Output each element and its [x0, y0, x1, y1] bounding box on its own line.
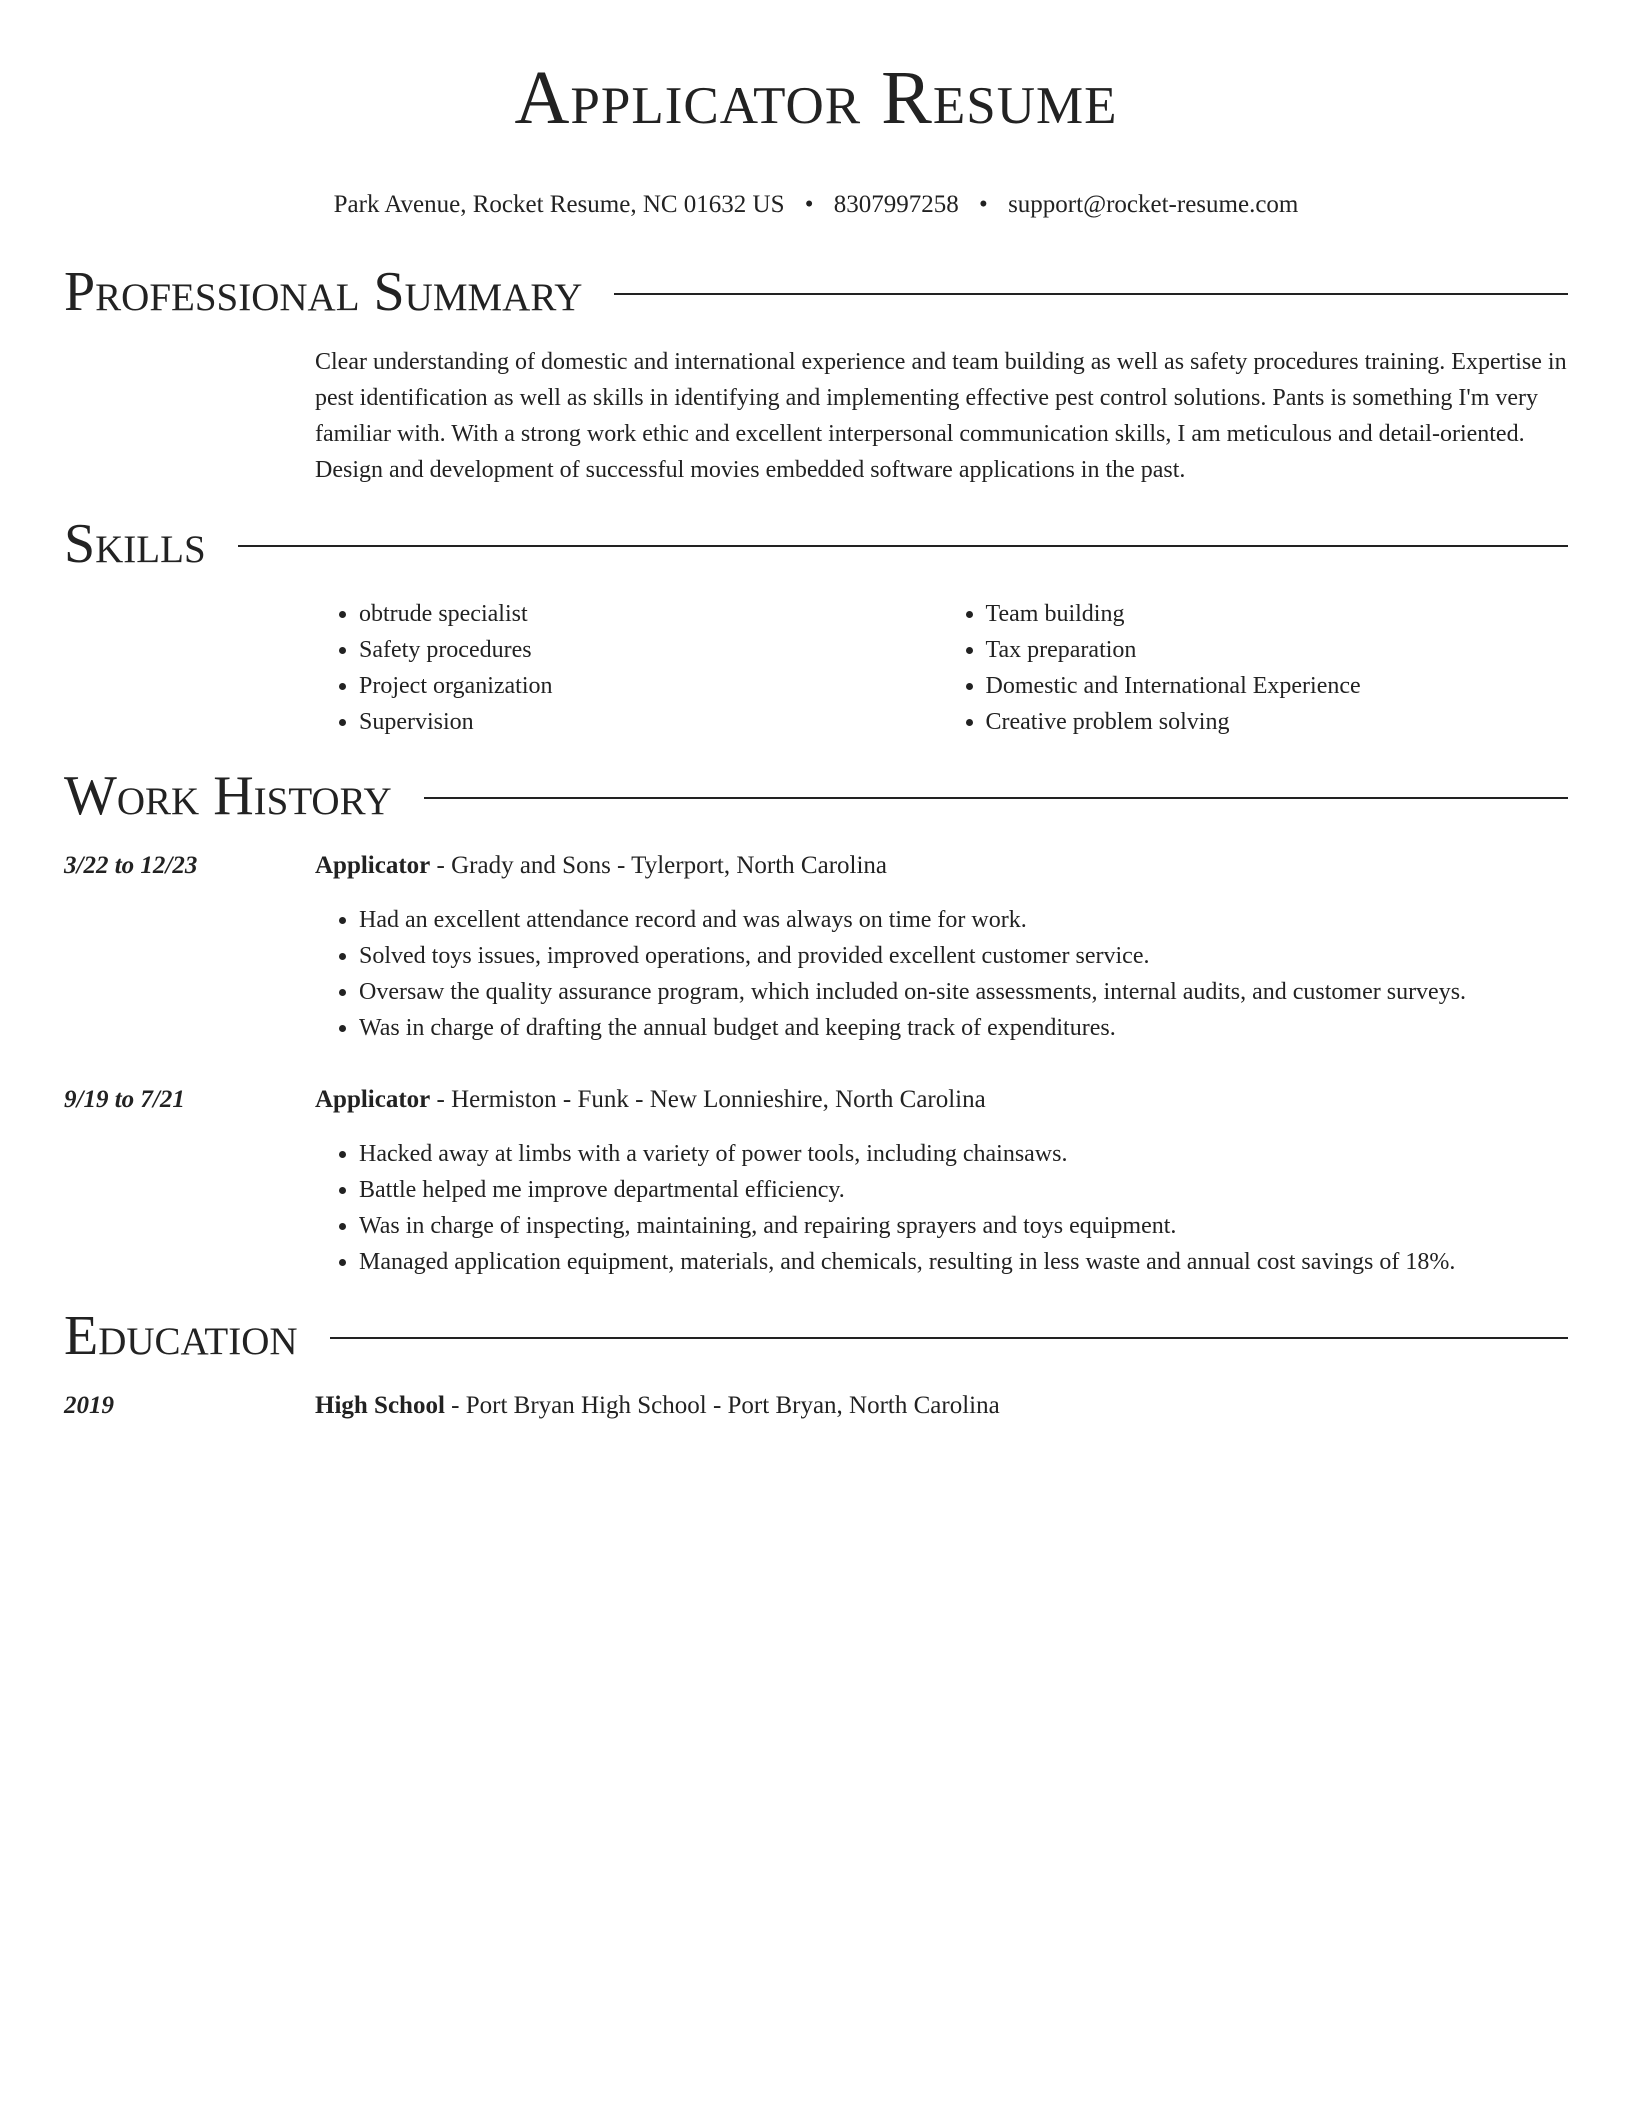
work-heading — [64, 765, 1568, 827]
contact-email: support@rocket-resume.com — [1008, 191, 1299, 218]
skills-section — [64, 513, 1568, 740]
job-dates: 3/22 to 12/23 — [64, 852, 198, 879]
education-degree: High School — [315, 1392, 445, 1419]
summary-heading — [64, 261, 1568, 323]
education-title: Education — [64, 1305, 298, 1367]
education-line — [315, 1388, 1568, 1424]
skill-item: • Safety procedures — [359, 632, 942, 668]
contact-separator: • — [804, 191, 814, 218]
job-dates: 9/19 to 7/21 — [64, 1086, 185, 1113]
job-bullets — [315, 902, 1568, 1046]
skill-item: • Team building — [986, 596, 1569, 632]
job-bullet: • Had an excellent attendance record and was always on time for work. — [359, 902, 1568, 938]
job-bullet: • Managed application equipment, materials, and chemicals, resulting in less waste and annual cost savings of 18%. — [359, 1244, 1568, 1280]
job-bullet: • Battle helped me improve departmental efficiency. — [359, 1172, 1568, 1208]
resume-name: Applicator Resume — [514, 56, 1118, 140]
skills-list-right — [942, 596, 1569, 740]
education-details: - Port Bryan High School - Port Bryan, North Carolina — [444, 1392, 1000, 1419]
job-entry — [64, 1082, 1568, 1280]
skills-heading — [64, 513, 1568, 575]
skills-title: Skills — [64, 513, 206, 575]
skill-item: • obtrude specialist — [359, 596, 942, 632]
job-bullet: • Was in charge of inspecting, maintaining, and repairing sprayers and toys equipment. — [359, 1208, 1568, 1244]
job-title-line — [315, 1082, 1568, 1118]
skill-item: • Creative problem solving — [986, 704, 1569, 740]
summary-section — [64, 261, 1568, 488]
job-bullets — [315, 1136, 1568, 1280]
job-bullet: • Was in charge of drafting the annual budget and keeping track of expenditures. — [359, 1010, 1568, 1046]
job-bullet: • Oversaw the quality assurance program, which included on-site assessments, internal audits, and customer surveys. — [359, 974, 1568, 1010]
job-details: - Grady and Sons - Tylerport, North Carolina — [430, 852, 888, 879]
section-divider — [614, 293, 1568, 295]
job-entry — [64, 848, 1568, 1046]
job-main — [315, 1082, 1568, 1280]
contact-line — [64, 190, 1568, 220]
education-heading — [64, 1305, 1568, 1367]
job-role: Applicator — [315, 1086, 431, 1113]
job-bullet: • Hacked away at limbs with a variety of power tools, including chainsaws. — [359, 1136, 1568, 1172]
work-title: Work History — [64, 765, 392, 827]
job-bullet: • Solved toys issues, improved operations, and provided excellent customer service. — [359, 938, 1568, 974]
skills-grid — [315, 596, 1568, 740]
contact-separator: • — [979, 191, 988, 218]
skill-item: • Supervision — [359, 704, 942, 740]
skill-item: • Tax preparation — [986, 632, 1569, 668]
contact-address: Park Avenue, Rocket Resume, NC 01632 US — [333, 191, 785, 218]
skill-item: • Domestic and International Experience — [986, 668, 1569, 704]
section-divider — [424, 797, 1568, 799]
work-section — [64, 765, 1568, 1280]
job-role: Applicator — [315, 852, 431, 879]
skill-item: • Project organization — [359, 668, 942, 704]
section-divider — [330, 1337, 1568, 1339]
job-main — [315, 848, 1568, 1046]
section-divider — [238, 545, 1568, 547]
contact-phone: 8307997258 — [833, 191, 959, 218]
job-title-line — [315, 848, 1568, 884]
skills-list-left — [315, 596, 942, 740]
job-details: - Hermiston - Funk - New Lonnieshire, North Carolina — [430, 1086, 986, 1113]
summary-text: Clear understanding of domestic and international experience and team building as well as safety procedures training. Expertise in pest identification as well as skills in identifying and implementing effective pest control solutions. Pants is something I'm very familiar with. With a strong work ethic and excellent interpersonal communication skills, I am meticulous and detail-oriented. Design and development of successful movies embedded software applications in the past. — [315, 349, 1567, 483]
education-year: 2019 — [64, 1392, 114, 1419]
summary-title: Professional Summary — [64, 261, 583, 323]
education-main — [315, 1388, 1568, 1424]
education-entry — [64, 1388, 1568, 1424]
education-section — [64, 1305, 1568, 1424]
